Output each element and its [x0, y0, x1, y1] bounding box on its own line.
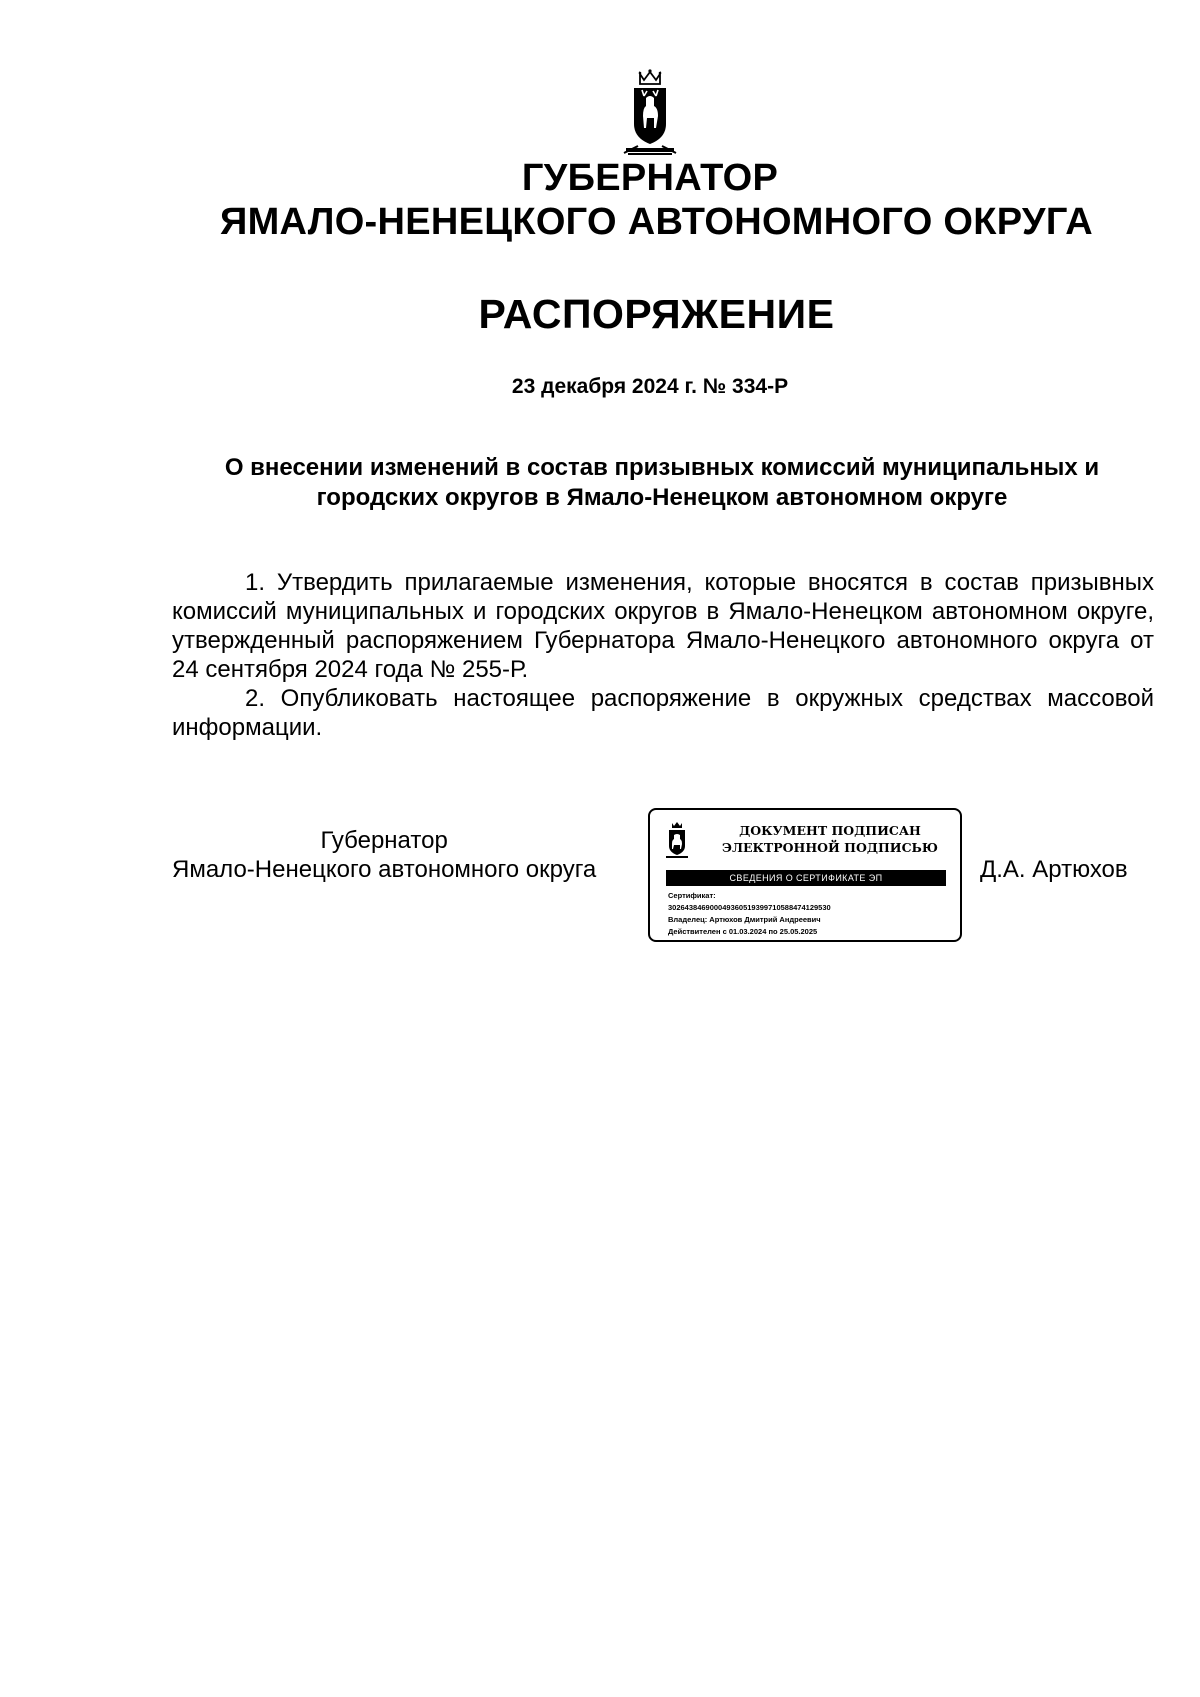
paragraph-1: 1. Утвердить прилагаемые изменения, которые вносятся в состав призывных комиссий муниципальных и городских округов в Ямало-Ненецком автономном округе, утвержденный распоряжением Губернатора Ямало-Ненецкого автономного округа от 24 сентября 2024 года № 255-Р. [172, 569, 1154, 683]
stamp-certificate-details [668, 890, 953, 938]
signatory-name: Д.А. Артюхов [980, 856, 1128, 883]
issuer-region: ЯМАЛО-НЕНЕЦКОГО АВТОНОМНОГО ОКРУГА [219, 201, 1094, 243]
document-subject: О внесении изменений в состав призывных комиссий муниципальных и городских округов в Ямало-Ненецком автономном округе [224, 454, 1100, 511]
coat-of-arms-icon [664, 820, 690, 860]
signatory-position-line1: Губернатор [320, 827, 448, 854]
stamp-title [710, 822, 950, 856]
stamp-title-line1: ДОКУМЕНТ ПОДПИСАН [739, 823, 921, 838]
stamp-cert-label: Сертификат: [668, 891, 716, 900]
stamp-cert-number: 302643846900049360519399710588474129530 [668, 903, 831, 912]
stamp-owner: Владелец: Артюхов Дмитрий Андреевич [668, 915, 821, 924]
paragraph-2: 2. Опубликовать настоящее распоряжение в окружных средствах массовой информации. [172, 685, 1154, 741]
electronic-signature-stamp [648, 808, 962, 942]
signatory-position [172, 826, 596, 884]
stamp-certificate-bar: СВЕДЕНИЯ О СЕРТИФИКАТЕ ЭП [666, 870, 946, 886]
document-body [172, 568, 1154, 742]
document-date-number: 23 декабря 2024 г. № 334-Р [511, 375, 789, 398]
signatory-position-line2: Ямало-Ненецкого автономного округа [172, 856, 597, 883]
document-type: РАСПОРЯЖЕНИЕ [478, 291, 835, 337]
issuer-title: ГУБЕРНАТОР [521, 157, 779, 199]
stamp-validity: Действителен с 01.03.2024 по 25.05.2025 [668, 927, 818, 936]
stamp-title-line2: ЭЛЕКТРОННОЙ ПОДПИСЬЮ [722, 840, 938, 855]
coat-of-arms-icon [620, 68, 680, 158]
